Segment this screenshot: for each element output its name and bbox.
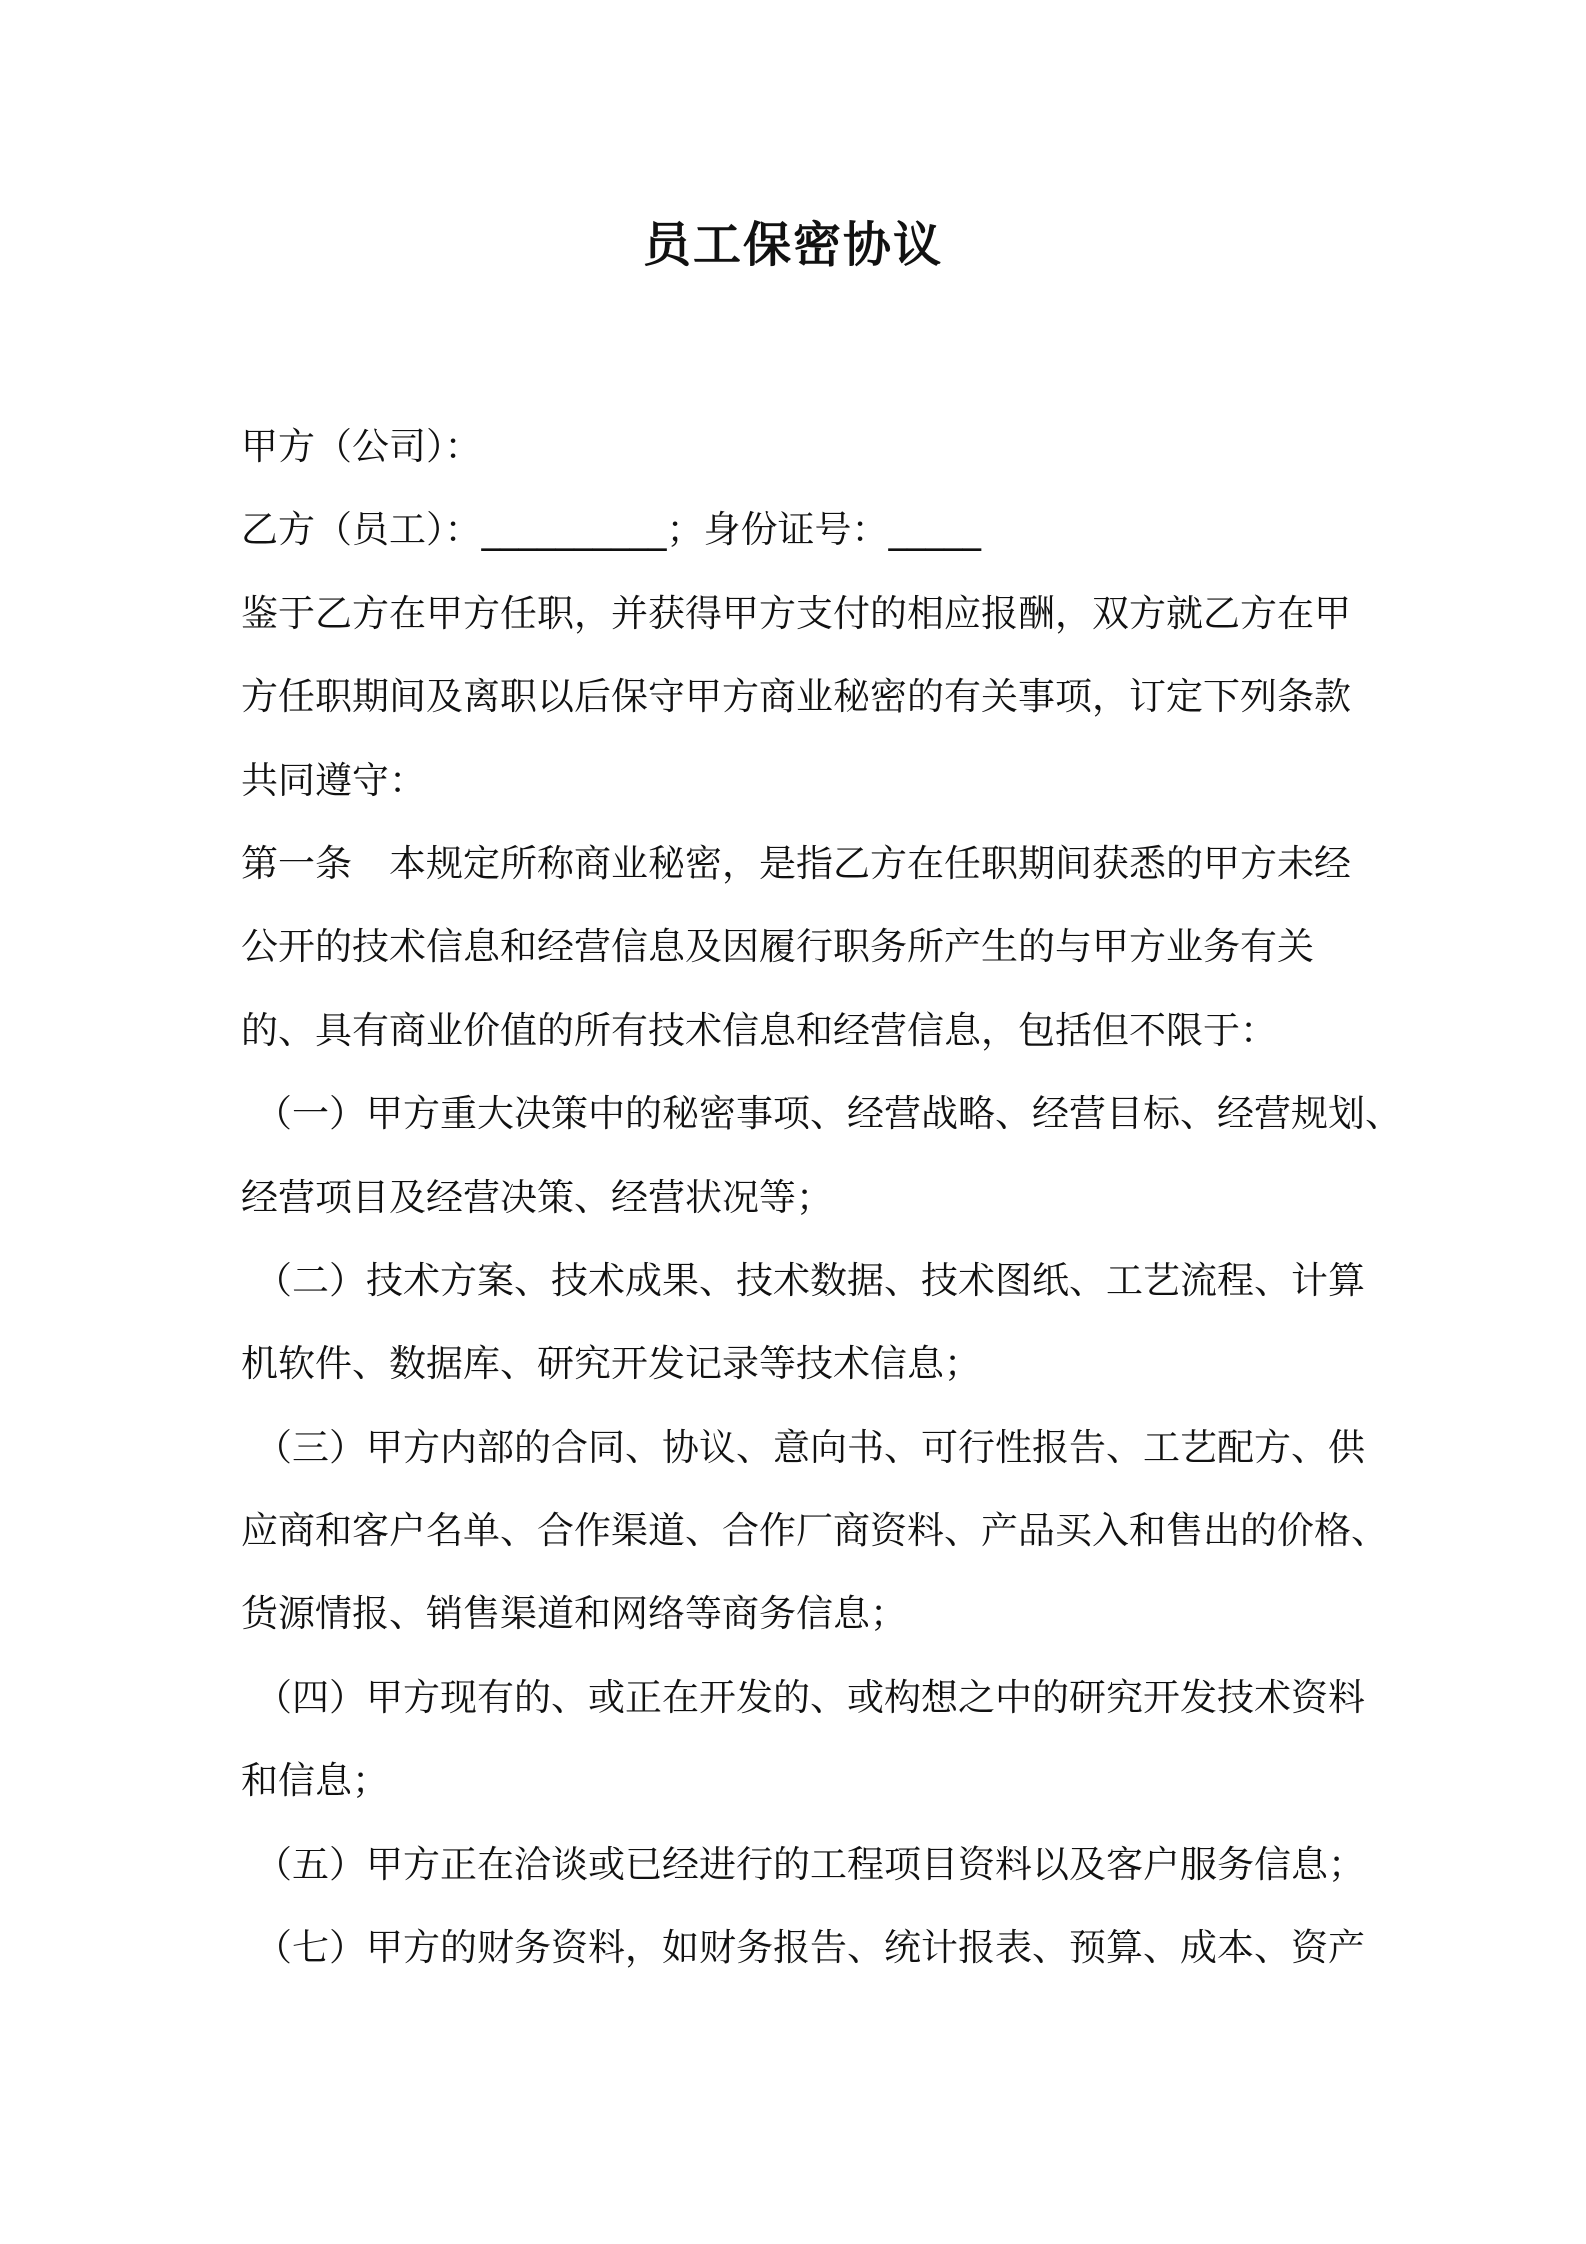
- preamble-line-3: 共同遵守：: [241, 758, 426, 802]
- item-3-line-2: 应商和客户名单、合作渠道、合作厂商资料、产品买入和售出的价格、: [241, 1509, 1388, 1553]
- preamble-line-1: 鉴于乙方在甲方任职，并获得甲方支付的相应报酬，双方就乙方在甲: [241, 591, 1351, 635]
- item-2-line-2: 机软件、数据库、研究开发记录等技术信息；: [241, 1342, 981, 1386]
- article-1-line-2: 公开的技术信息和经营信息及因履行职务所产生的与甲方业务有关: [241, 925, 1314, 969]
- item-3-line-1: （三）甲方内部的合同、协议、意向书、可行性报告、工艺配方、供: [255, 1425, 1365, 1469]
- item-1-line-1: （一）甲方重大决策中的秘密事项、经营战略、经营目标、经营规划、: [255, 1092, 1402, 1136]
- party-a-line: 甲方（公司）：: [241, 425, 482, 468]
- party-b-line: 乙方（员工）：__________；身份证号：_____: [241, 508, 981, 552]
- article-1-line-3: 的、具有商业价值的所有技术信息和经营信息，包括但不限于：: [241, 1008, 1277, 1052]
- item-2-line-1: （二）技术方案、技术成果、技术数据、技术图纸、工艺流程、计算: [255, 1258, 1365, 1302]
- preamble-line-2: 方任职期间及离职以后保守甲方商业秘密的有关事项，订定下列条款: [241, 675, 1351, 719]
- article-1-line-1: 第一条 本规定所称商业秘密，是指乙方在任职期间获悉的甲方未经: [241, 841, 1351, 885]
- item-5-line-1: （五）甲方正在洽谈或已经进行的工程项目资料以及客户服务信息；: [255, 1842, 1365, 1886]
- item-4-line-1: （四）甲方现有的、或正在开发的、或构想之中的研究开发技术资料: [255, 1675, 1365, 1719]
- item-3-line-3: 货源情报、销售渠道和网络等商务信息；: [241, 1592, 907, 1636]
- item-1-line-2: 经营项目及经营决策、经营状况等；: [241, 1175, 833, 1219]
- item-7-line-1: （七）甲方的财务资料，如财务报告、统计报表、预算、成本、资产: [255, 1926, 1365, 1970]
- item-4-line-2: 和信息；: [241, 1759, 389, 1803]
- document-title: 员工保密协议: [642, 217, 943, 273]
- document-body: [241, 405, 1402, 1989]
